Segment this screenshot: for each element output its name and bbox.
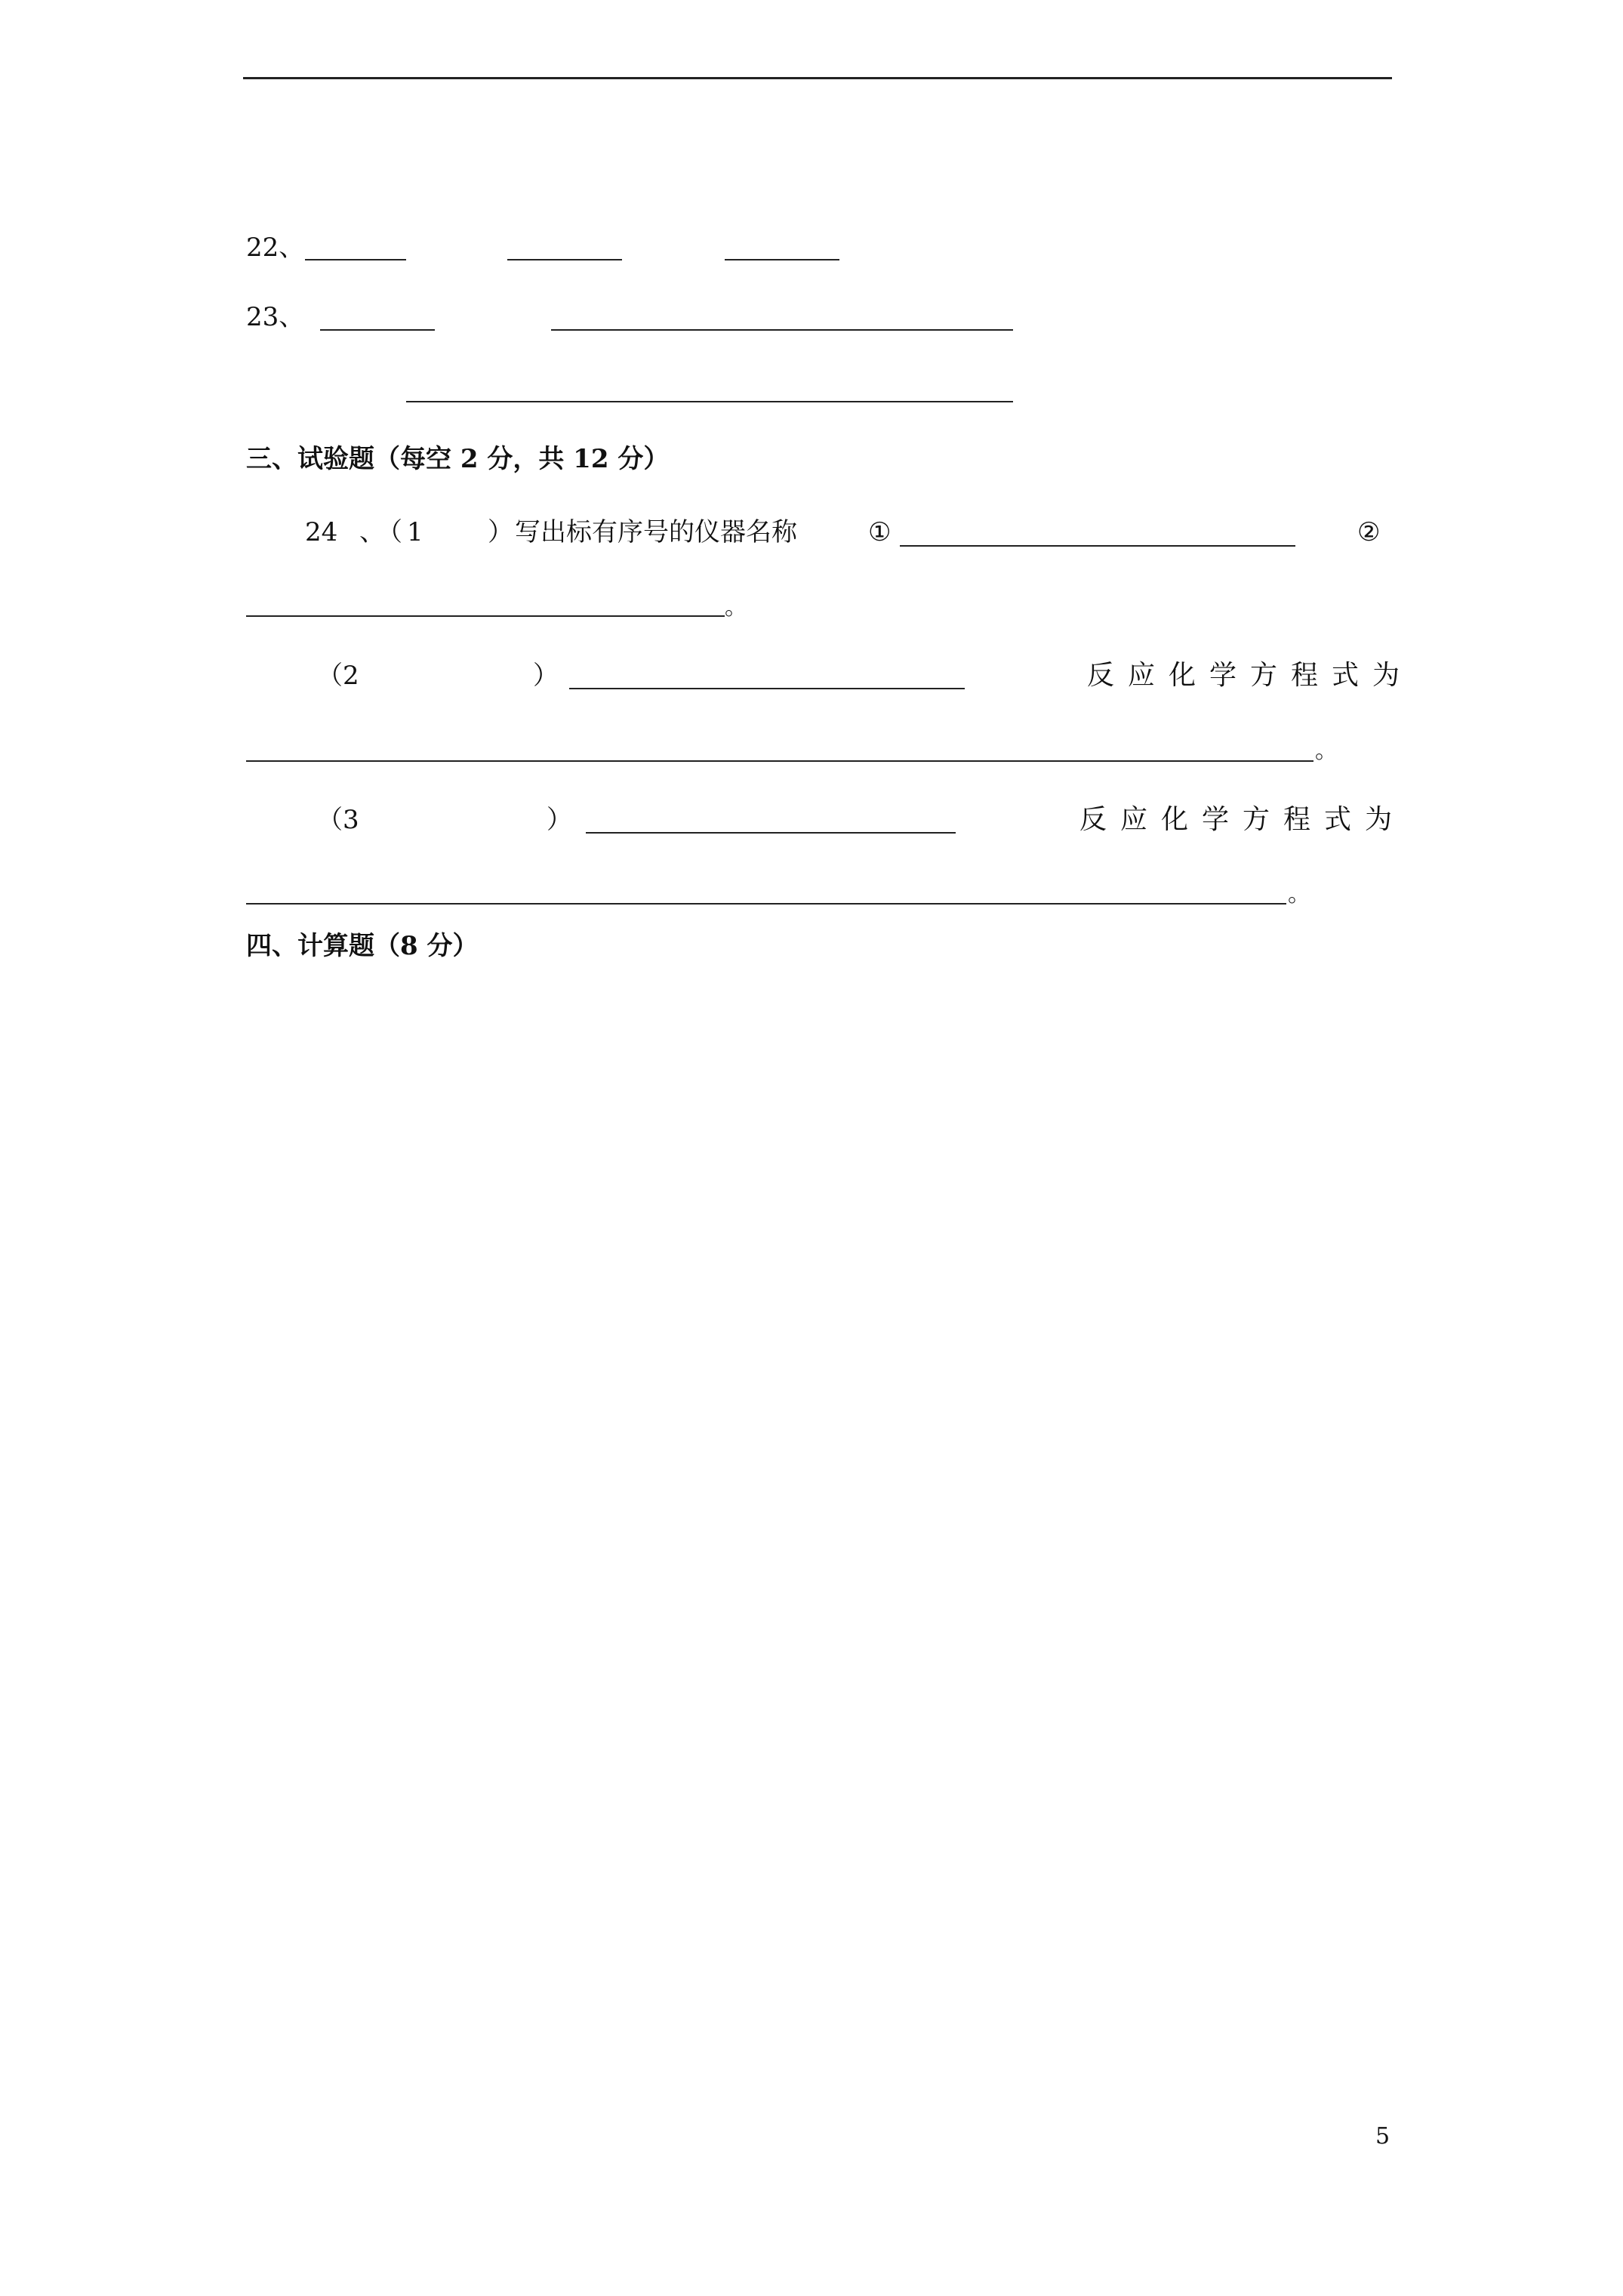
q23-blank-3[interactable] <box>406 401 1013 402</box>
section3-heading: 三、试验题（每空 2 分，共 12 分） <box>246 444 670 474</box>
part2-blank-1[interactable] <box>569 688 965 689</box>
q22-number: 22、 <box>246 233 305 263</box>
part3-open: （3 <box>317 805 359 835</box>
part3-close: ） <box>547 805 572 835</box>
part2-close: ） <box>533 661 559 691</box>
page-number: 5 <box>1375 2123 1390 2150</box>
q24-blank-1[interactable] <box>900 545 1295 547</box>
q23-blank-2[interactable] <box>551 329 1013 331</box>
header-rule <box>243 77 1392 79</box>
q24-mark-2: ② <box>1357 517 1381 547</box>
part3-blank-1[interactable] <box>586 832 956 834</box>
part2-period: 。 <box>1315 738 1338 764</box>
q24-period: 。 <box>725 594 747 621</box>
q24-mark-1: ① <box>868 517 892 547</box>
q23-number: 23、 <box>246 302 305 332</box>
q24-blank-2[interactable] <box>246 615 725 617</box>
part3-equation-label: 反应化学方程式为 <box>1079 804 1406 835</box>
q24-part1-close: ） <box>488 517 513 547</box>
q24-prompt: 写出标有序号的仪器名称 <box>515 517 797 547</box>
q22-blank-3[interactable] <box>725 259 839 260</box>
q22-blank-1[interactable] <box>305 259 406 260</box>
part3-equation-blank[interactable] <box>246 903 1286 905</box>
part3-period: 。 <box>1288 881 1310 908</box>
part2-open: （2 <box>317 661 359 691</box>
q24-number: 24 <box>305 517 338 547</box>
q23-blank-1[interactable] <box>320 329 435 331</box>
q22-blank-2[interactable] <box>507 259 622 260</box>
section4-heading: 四、计算题（8 分） <box>246 931 479 961</box>
q24-part1-open: 、（1 <box>359 517 428 547</box>
part2-equation-label: 反应化学方程式为 <box>1087 660 1414 691</box>
part2-equation-blank[interactable] <box>246 760 1313 762</box>
